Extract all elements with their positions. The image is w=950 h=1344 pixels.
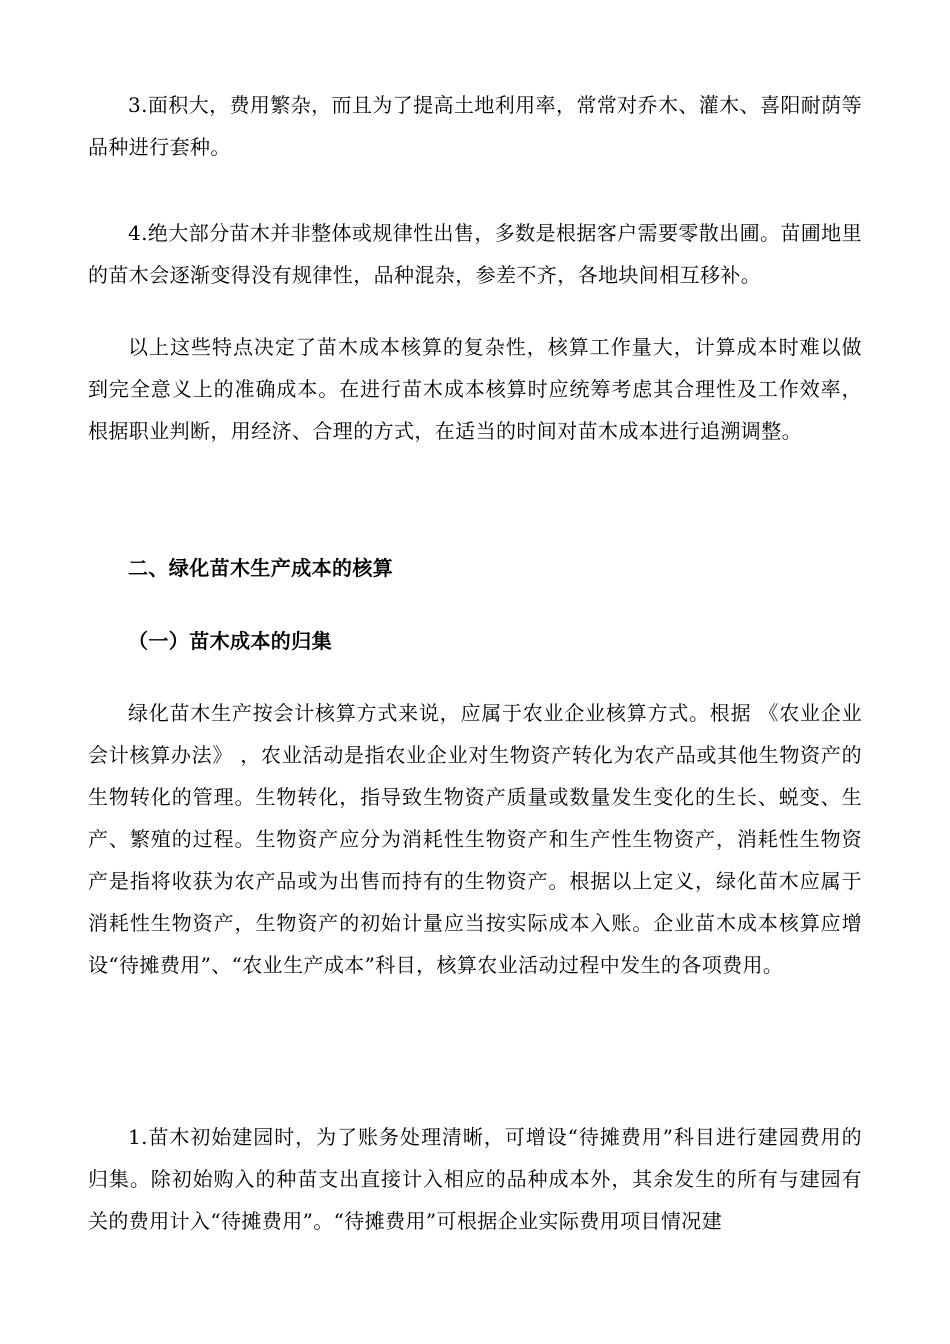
section-heading: 二、绿化苗木生产成本的核算 — [128, 556, 394, 580]
paragraph-item-3: 3.面积大，费用繁杂，而且为了提高土地利用率，常常对乔木、灌木、喜阳耐荫等品种进行套种。 — [88, 93, 862, 159]
subsection-heading: （一）苗木成本的归集 — [128, 629, 332, 653]
paragraph-item-1: 1.苗木初始建园时，为了账务处理清晰，可增设“待摊费用”科目进行建园费用的归集。除初始购入的种苗支出直接计入相应的品种成本外，其余发生的所有与建园有关的费用计入“待摊费用”。“待摊费用”可根据企业实际费用项目情况建 — [88, 1125, 862, 1233]
paragraph-item-4: 4.绝大部分苗木并非整体或规律性出售，多数是根据客户需要零散出圃。苗圃地里的苗木会逐渐变得没有规律性，品种混杂，参差不齐，各地块间相互移补。 — [88, 221, 862, 287]
paragraph-accounting-method: 绿化苗木生产按会计核算方式来说，应属于农业企业核算方式。根据 《农业企业会计核算办法》 ，农业活动是指农业企业对生物资产转化为农产品或其他生物资产的生物转化的管理。生物转化，指导致生物资产质量或数量发生变化的生长、蜕变、生产、繁殖的过程。生物资产应分为消耗性生物资产和生产性生物资产，消耗性生物资产是指将收获为农产品或为出售而持有的生物资产。根据以上定义，绿化苗木应属于消耗性生物资产，生物资产的初始计量应当按实际成本入账。企业苗木成本核算应增设“待摊费用”、“农业生产成本”科目，核算农业活动过程中发生的各项费用。 — [88, 701, 862, 977]
paragraph-summary: 以上这些特点决定了苗木成本核算的复杂性，核算工作量大，计算成本时难以做到完全意义上的准确成本。在进行苗木成本核算时应统筹考虑其合理性及工作效率，根据职业判断，用经济、合理的方式，在适当的时间对苗木成本进行追溯调整。 — [88, 335, 862, 443]
